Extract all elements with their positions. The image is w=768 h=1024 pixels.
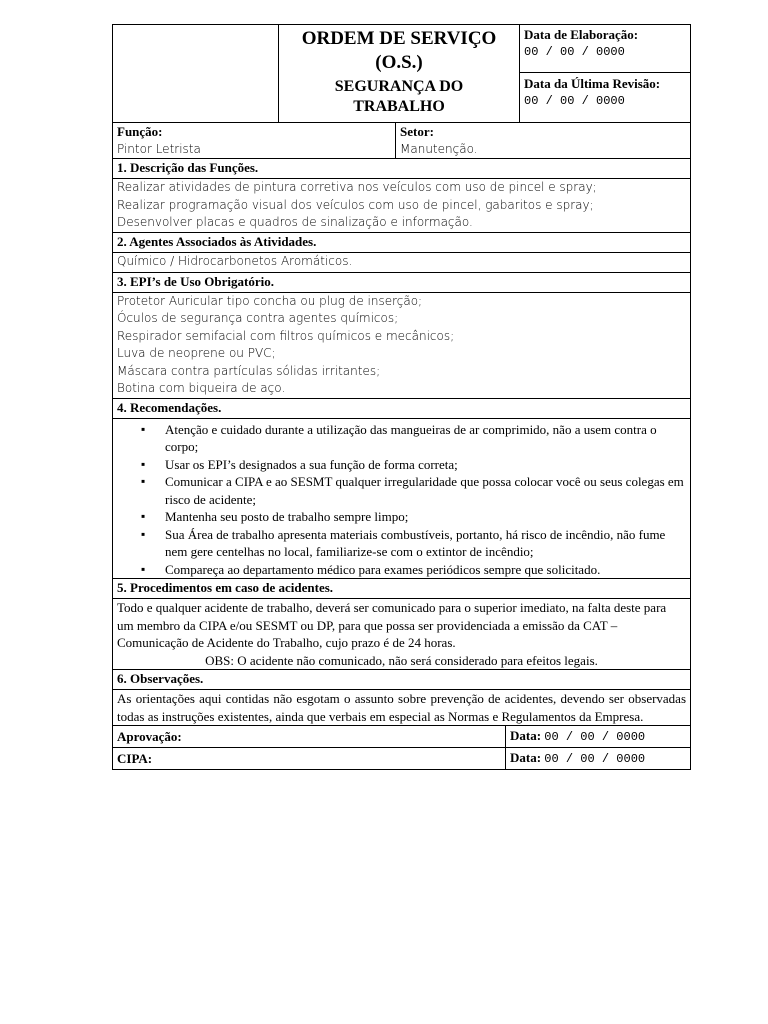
- setor-label: Setor:: [400, 124, 434, 139]
- revisao-date: 00 / 00 / 0000: [524, 93, 625, 108]
- recomendacao-item: ▪ Sua Área de trabalho apresenta materiais combustíveis, portanto, há risco de incêndio, não fume nem gere centelhas no local, familiarize-se com o extintor de incêndio;: [141, 526, 686, 561]
- funcao-value: Pintor Letrista: [117, 141, 201, 156]
- document-subtitle-1: SEGURANÇA DO: [334, 78, 464, 95]
- epis-content: [113, 292, 691, 398]
- revisao-label: Data da Última Revisão:: [524, 76, 661, 91]
- document-title: ORDEM DE SERVIÇO: [301, 28, 497, 49]
- epi-item: Protetor Auricular tipo concha ou plug de inserção;: [117, 293, 423, 308]
- epi-item: Luva de neoprene ou PVC;: [117, 346, 276, 360]
- document-subtitle-2: TRABALHO: [353, 98, 445, 115]
- descricao-line: Desenvolver placas e quadros de sinalização e informação.: [117, 215, 473, 229]
- epi-item: Máscara contra partículas sólidas irritantes;: [117, 363, 381, 378]
- recomendacao-item: ▪ Atenção e cuidado durante a utilização das mangueiras de ar comprimido, não a usem contra o corpo;: [141, 421, 686, 456]
- descricao-line: Realizar atividades de pintura corretiva nos veículos com uso de pincel e spray;: [117, 180, 597, 194]
- elaboracao-label: Data de Elaboração:: [524, 27, 639, 42]
- elaboracao-cell: [520, 25, 691, 73]
- section-title-agentes: 2. Agentes Associados às Atividades.: [113, 232, 691, 252]
- funcao-cell: [113, 123, 396, 159]
- agentes-content: Químico / Hidrocarbonetos Aromáticos.: [113, 252, 691, 272]
- setor-cell: [396, 123, 691, 159]
- cipa-date: 00 / 00 / 0000: [544, 751, 646, 766]
- elaboracao-date: 00 / 00 / 0000: [524, 44, 625, 59]
- cipa-date-label: Data:: [510, 749, 542, 765]
- recomendacao-item: ▪ Mantenha seu posto de trabalho sempre limpo;: [141, 508, 686, 526]
- os-table: [112, 24, 691, 770]
- section-title-descricao: 1. Descrição das Funções.: [113, 159, 691, 179]
- aprovacao-date-label: Data:: [510, 727, 542, 743]
- logo-cell: [113, 25, 279, 123]
- aprovacao-date-cell: [506, 726, 691, 748]
- aprovacao-date: 00 / 00 / 0000: [544, 729, 646, 744]
- recomendacao-item: ▪ Comunicar a CIPA e ao SESMT qualquer irregularidade que possa colocar você ou seus colegas em risco de acidente;: [141, 473, 686, 508]
- procedimentos-content: [113, 599, 691, 670]
- recomendacoes-content: [113, 418, 691, 579]
- recomendacoes-list: [117, 421, 686, 579]
- document-title-abbrev: (O.S.): [375, 52, 423, 73]
- epi-item: Botina com biqueira de aço.: [117, 381, 286, 395]
- epi-item: Óculos de segurança contra agentes químicos;: [117, 311, 399, 325]
- recomendacao-item: ▪ Usar os EPI’s designados a sua função de forma correta;: [141, 456, 686, 474]
- procedimentos-obs: OBS: O acidente não comunicado, não será considerado para efeitos legais.: [205, 652, 598, 668]
- cipa-label: CIPA:: [113, 748, 506, 770]
- section-title-procedimentos: 5. Procedimentos em caso de acidentes.: [113, 579, 691, 599]
- recomendacao-item: ▪ Compareça ao departamento médico para exames periódicos sempre que solicitado.: [141, 561, 686, 579]
- aprovacao-label: Aprovação:: [113, 726, 506, 748]
- funcao-label: Função:: [117, 124, 163, 139]
- observacoes-content: As orientações aqui contidas não esgotam o assunto sobre prevenção de acidentes, devendo ser observadas todas as instruções existentes, ainda que verbais em especial as Normas e Regulamentos da Empresa.: [113, 690, 691, 726]
- procedimentos-text: Todo e qualquer acidente de trabalho, deverá ser comunicado para o superior imediato, na falta deste para um membro da CIPA e/ou SESMT ou DP, para que possa ser providenciada a emissão da CAT – Comunicação de Acidente do Trabalho, cujo prazo é de 24 horas.: [117, 600, 667, 650]
- ordem-de-servico-document: [112, 24, 690, 770]
- descricao-line: Realizar programação visual dos veículos com uso de pincel, gabaritos e spray;: [117, 197, 594, 212]
- section-title-recomendacoes: 4. Recomendações.: [113, 398, 691, 418]
- setor-value: Manutenção.: [400, 141, 478, 156]
- title-cell: [279, 25, 520, 123]
- epi-item: Respirador semifacial com filtros químicos e mecânicos;: [117, 328, 455, 343]
- descricao-content: [113, 179, 691, 233]
- cipa-date-cell: [506, 748, 691, 770]
- section-title-epis: 3. EPI’s de Uso Obrigatório.: [113, 272, 691, 292]
- revisao-cell: [520, 73, 691, 123]
- section-title-observacoes: 6. Observações.: [113, 670, 691, 690]
